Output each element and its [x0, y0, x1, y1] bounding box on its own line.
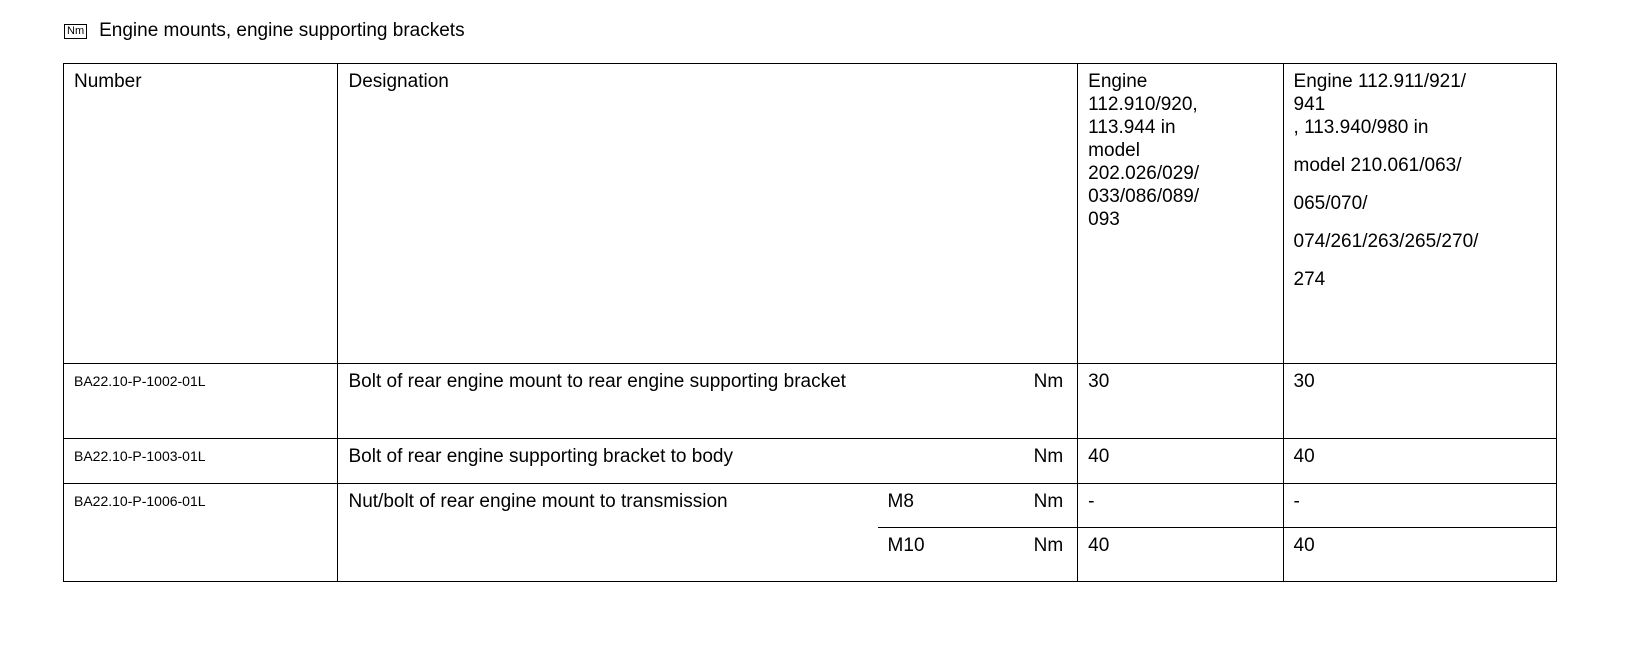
- row-unit: Nm: [1009, 484, 1078, 528]
- header-number: Number: [64, 64, 338, 364]
- row-engine-1-value: 40: [1078, 439, 1283, 484]
- row-unit: Nm: [1009, 439, 1078, 484]
- row-engine-2-value: 40: [1283, 439, 1556, 484]
- row-size: M8: [878, 484, 1009, 528]
- table-row: [64, 439, 1557, 484]
- row-designation: Bolt of rear engine mount to rear engine supporting bracket: [338, 364, 1009, 439]
- row-engine-1-value: 30: [1078, 364, 1283, 439]
- row-number: BA22.10-P-1003-01L: [64, 439, 338, 484]
- header-engine-2: Engine 112.911/921/ 941 , 113.940/980 in model 210.061/063/ 065/070/ 074/261/263/265/270/ 274: [1283, 64, 1556, 364]
- row-engine-1-value: -: [1078, 484, 1283, 528]
- row-engine-2-value: 30: [1283, 364, 1556, 439]
- row-engine-2-value: -: [1283, 484, 1556, 528]
- section-title: Engine mounts, engine supporting brackets: [99, 20, 465, 41]
- table-row: [64, 364, 1557, 439]
- row-designation: Bolt of rear engine supporting bracket to body: [338, 439, 1009, 484]
- row-size: M10: [878, 528, 1009, 582]
- row-unit: Nm: [1009, 528, 1078, 582]
- row-engine-2-value: 40: [1283, 528, 1556, 582]
- table-row: [64, 484, 1557, 528]
- table-header-row: [64, 64, 1557, 364]
- row-designation: Nut/bolt of rear engine mount to transmission: [338, 484, 878, 582]
- torque-spec-table: [63, 63, 1557, 582]
- section-heading: [64, 16, 465, 46]
- row-unit: Nm: [1009, 364, 1078, 439]
- header-designation: Designation: [338, 64, 1078, 364]
- row-engine-1-value: 40: [1078, 528, 1283, 582]
- row-number: BA22.10-P-1002-01L: [64, 364, 338, 439]
- header-engine-1: Engine 112.910/920, 113.944 in model 202.026/029/ 033/086/089/ 093: [1078, 64, 1283, 364]
- row-number: BA22.10-P-1006-01L: [64, 484, 338, 582]
- torque-nm-icon: Nm: [64, 24, 87, 39]
